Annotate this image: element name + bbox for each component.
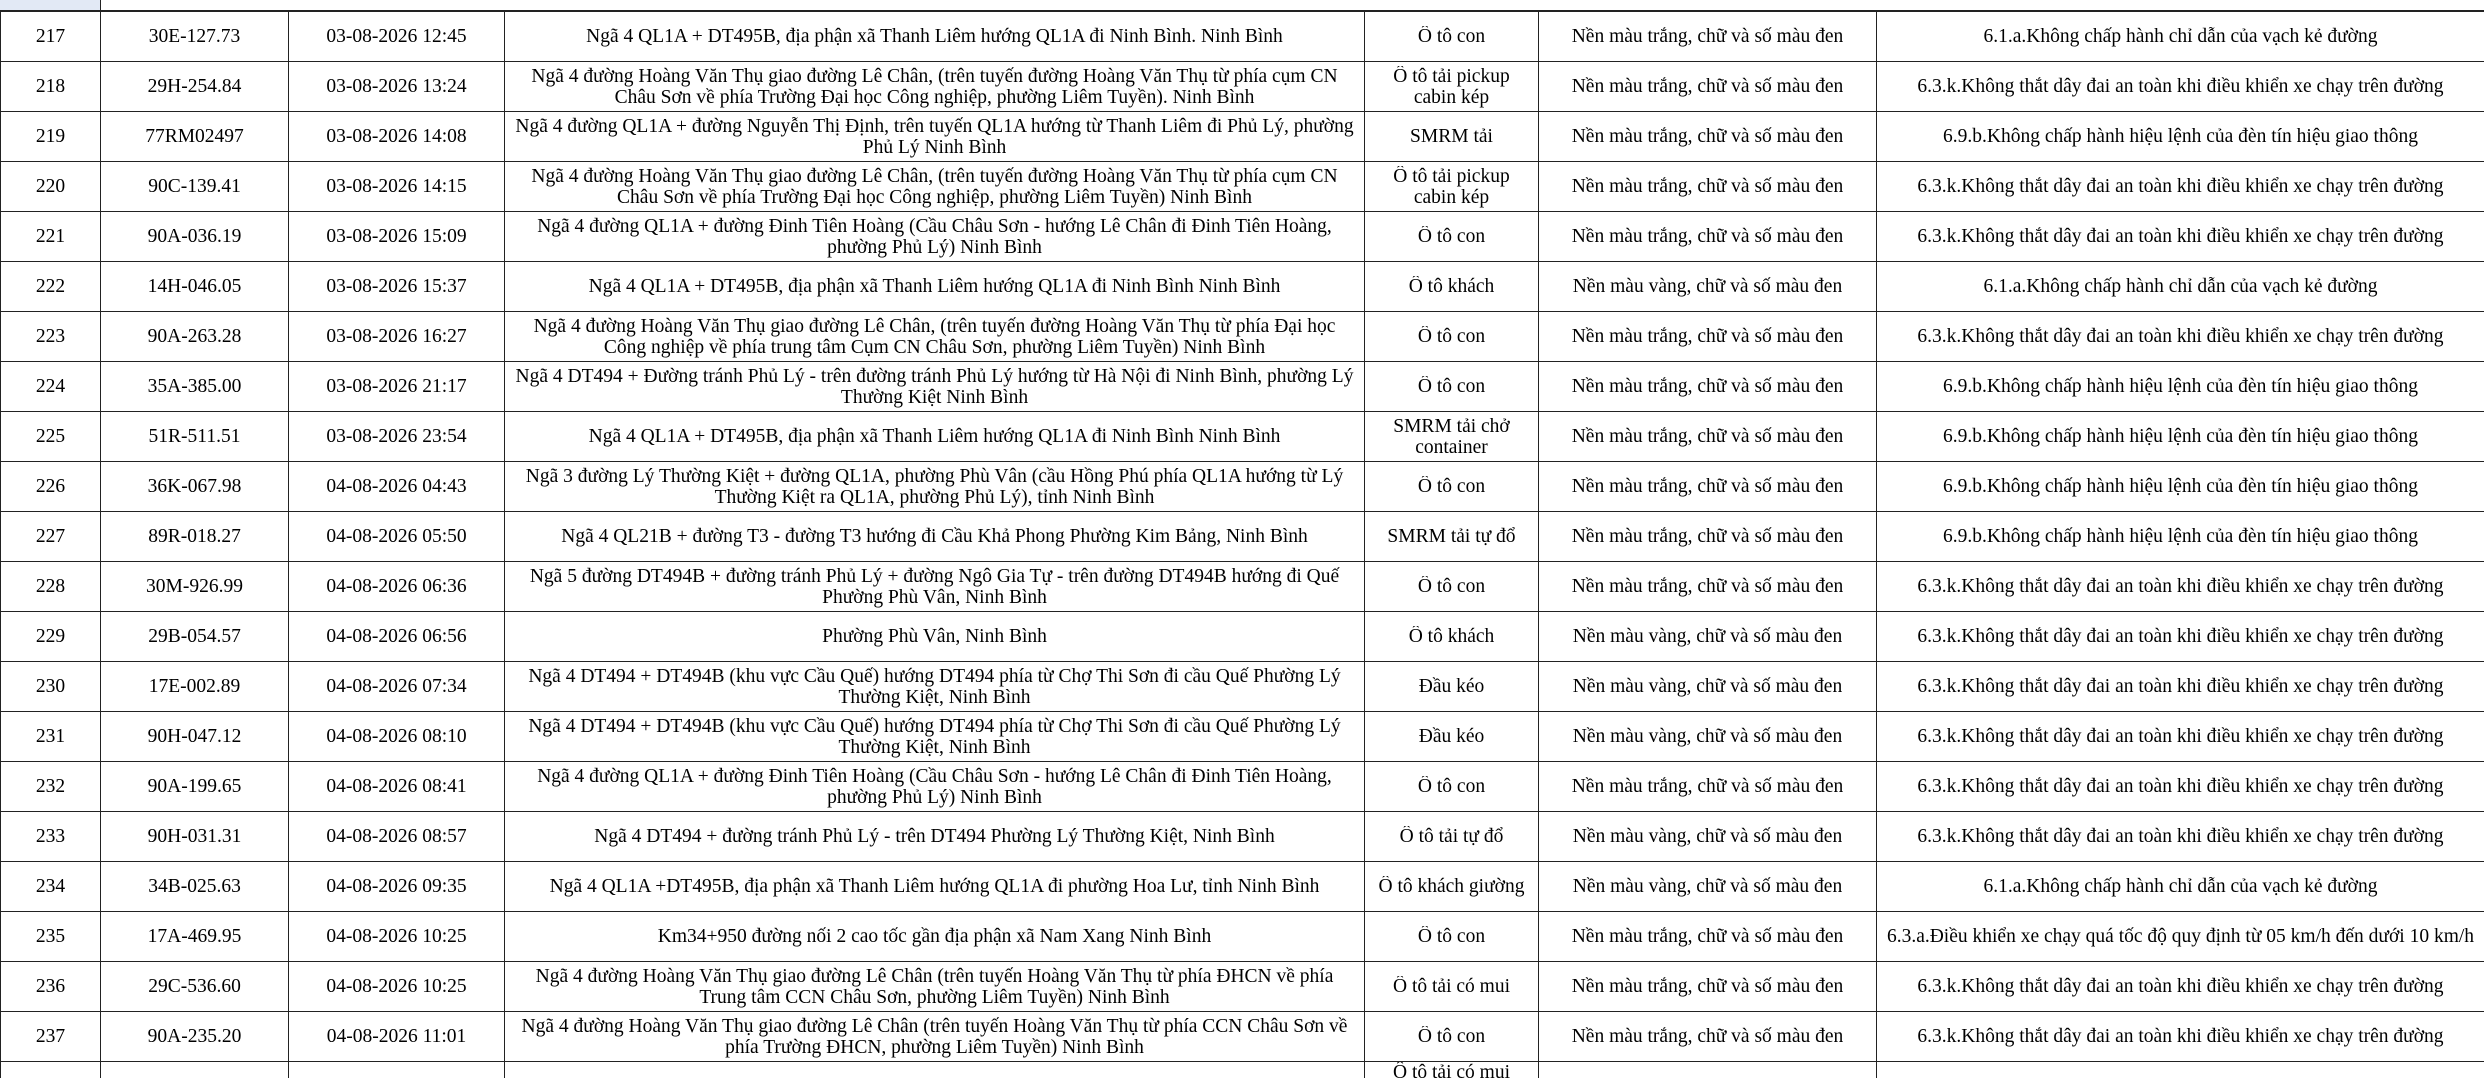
cell-stt[interactable]: 235: [1, 912, 101, 962]
cell-plate-color[interactable]: Nền màu trắng, chữ và số màu đen: [1539, 362, 1877, 412]
cell-plate-number[interactable]: 90A-235.20: [101, 1012, 289, 1062]
cell-plate-number[interactable]: 90A-199.65: [101, 762, 289, 812]
cell-violation[interactable]: 6.1.a.Không chấp hành chỉ dẫn của vạch kẻ đường: [1877, 862, 2484, 912]
vehicle-type-text: Ô tô con: [1417, 1026, 1486, 1047]
cell-vehicle-type[interactable]: [1365, 362, 1539, 412]
vehicle-type-text: Ô tô khách: [1408, 626, 1495, 647]
location-text: Ngã 4 DT494 + đường tránh Phủ Lý - trên DT494 Phường Lý Thường Kiệt, Ninh Bình: [594, 826, 1275, 847]
location-text: Ngã 4 DT494 + Đường tránh Phủ Lý - trên đường tránh Phủ Lý hướng từ Hà Nội đi Ninh Bình, phường Lý Thường Kiệt Ninh Bình: [515, 365, 1354, 408]
cell-location[interactable]: [505, 962, 1365, 1012]
cell-plate-color[interactable]: Nền màu trắng, chữ và số màu đen: [1539, 1012, 1877, 1062]
location-text: Ngã 4 QL1A + DT495B, địa phận xã Thanh Liêm hướng QL1A đi Ninh Bình. Ninh Bình: [586, 26, 1283, 47]
cell-location[interactable]: [505, 862, 1365, 912]
cell-plate-color[interactable]: Nền màu trắng, chữ và số màu đen: [1539, 412, 1877, 462]
cell-plate-number[interactable]: 89R-018.27: [101, 512, 289, 562]
cell-location[interactable]: [505, 362, 1365, 412]
table-row: [1, 712, 2484, 762]
cell-vehicle-type[interactable]: [1365, 762, 1539, 812]
table-row: [1, 762, 2484, 812]
cell-violation-time[interactable]: 03-08-2026 12:45: [289, 12, 505, 62]
cell-plate-color[interactable]: [1539, 1062, 1877, 1078]
cell-plate-color[interactable]: Nền màu trắng, chữ và số màu đen: [1539, 62, 1877, 112]
cell-plate-color[interactable]: Nền màu vàng, chữ và số màu đen: [1539, 262, 1877, 312]
cell-violation[interactable]: 6.9.b.Không chấp hành hiệu lệnh của đèn tín hiệu giao thông: [1877, 412, 2484, 462]
table-row: [1, 362, 2484, 412]
cell-location[interactable]: [505, 412, 1365, 462]
cell-vehicle-type[interactable]: [1365, 112, 1539, 162]
cell-plate-color[interactable]: Nền màu trắng, chữ và số màu đen: [1539, 212, 1877, 262]
cell-stt[interactable]: 221: [1, 212, 101, 262]
cell-plate-color[interactable]: Nền màu vàng, chữ và số màu đen: [1539, 862, 1877, 912]
table-body: [1, 12, 2484, 1078]
cell-violation-time[interactable]: 03-08-2026 23:54: [289, 412, 505, 462]
cell-stt[interactable]: 220: [1, 162, 101, 212]
cell-vehicle-type[interactable]: [1365, 562, 1539, 612]
vehicle-type-text: Ô tô con: [1417, 376, 1486, 397]
cell-plate-color[interactable]: Nền màu trắng, chữ và số màu đen: [1539, 312, 1877, 362]
cell-violation[interactable]: 6.9.b.Không chấp hành hiệu lệnh của đèn tín hiệu giao thông: [1877, 112, 2484, 162]
cell-location[interactable]: [505, 262, 1365, 312]
cell-plate-color[interactable]: Nền màu vàng, chữ và số màu đen: [1539, 812, 1877, 862]
cell-violation-time[interactable]: 03-08-2026 13:24: [289, 62, 505, 112]
cell-location[interactable]: [505, 812, 1365, 862]
cell-location[interactable]: [505, 662, 1365, 712]
cell-location[interactable]: [505, 562, 1365, 612]
cell-plate-number[interactable]: 51R-511.51: [101, 412, 289, 462]
cell-vehicle-type[interactable]: [1365, 212, 1539, 262]
location-text: Ngã 4 đường Hoàng Văn Thụ giao đường Lê Chân (trên tuyến Hoàng Văn Thụ từ phía CCN Châu Sơn về phía Trường ĐHCN, phường Liêm Tuyền) Ninh Bình: [521, 1015, 1348, 1058]
cell-plate-number[interactable]: 30M-926.99: [101, 562, 289, 612]
cell-violation[interactable]: 6.3.k.Không thắt dây đai an toàn khi điều khiển xe chạy trên đường: [1877, 612, 2484, 662]
vehicle-type-text: SMRM tải: [1410, 126, 1493, 147]
table-row: [1, 212, 2484, 262]
previous-row-strip: [0, 0, 2484, 11]
location-text: Ngã 4 đường Hoàng Văn Thụ giao đường Lê Chân, (trên tuyến đường Hoàng Văn Thụ từ phía Đại học Công nghiệp về phía trung tâm Cụm CN Châu Sơn, phường Liêm Tuyền) Ninh Bình: [533, 315, 1336, 358]
cell-location[interactable]: [505, 612, 1365, 662]
cell-stt[interactable]: 236: [1, 962, 101, 1012]
cell-location[interactable]: [505, 1062, 1365, 1078]
cell-plate-color[interactable]: Nền màu trắng, chữ và số màu đen: [1539, 562, 1877, 612]
location-text: Ngã 4 đường Hoàng Văn Thụ giao đường Lê Chân (trên tuyến Hoàng Văn Thụ từ phía ĐHCN về phía Trung tâm CCN Châu Sơn, phường Liêm Tuyền) Ninh Bình: [535, 965, 1334, 1008]
cell-violation[interactable]: 6.1.a.Không chấp hành chỉ dẫn của vạch kẻ đường: [1877, 262, 2484, 312]
table-row: [1, 812, 2484, 862]
location-text: Ngã 3 đường Lý Thường Kiệt + đường QL1A, phường Phù Vân (cầu Hồng Phú phía QL1A hướng từ Lý Thường Kiệt ra QL1A, phường Phủ Lý), tỉnh Ninh Bình: [525, 465, 1344, 508]
table-row: [1, 912, 2484, 962]
cell-vehicle-type[interactable]: [1365, 512, 1539, 562]
cell-plate-number[interactable]: 17E-002.89: [101, 662, 289, 712]
cell-stt[interactable]: 232: [1, 762, 101, 812]
violations-table: [0, 11, 2484, 1078]
cell-stt[interactable]: 223: [1, 312, 101, 362]
location-text: Phường Phù Vân, Ninh Bình: [822, 626, 1047, 647]
cell-plate-color[interactable]: Nền màu trắng, chữ và số màu đen: [1539, 512, 1877, 562]
cell-violation[interactable]: 6.3.k.Không thắt dây đai an toàn khi điều khiển xe chạy trên đường: [1877, 312, 2484, 362]
cell-violation-time[interactable]: 04-08-2026 08:57: [289, 812, 505, 862]
cell-location[interactable]: [505, 162, 1365, 212]
vehicle-type-text: Ô tô khách: [1408, 276, 1495, 297]
location-text: Ngã 4 QL21B + đường T3 - đường T3 hướng đi Cầu Khả Phong Phường Kim Bảng, Ninh Bình: [561, 526, 1308, 547]
cell-vehicle-type[interactable]: [1365, 612, 1539, 662]
cell-stt[interactable]: 222: [1, 262, 101, 312]
table-row-partial: [1, 1062, 2484, 1078]
cell-violation[interactable]: 6.3.k.Không thắt dây đai an toàn khi điều khiển xe chạy trên đường: [1877, 62, 2484, 112]
cell-violation-time[interactable]: 04-08-2026 06:36: [289, 562, 505, 612]
vehicle-type-text: Ô tô con: [1417, 576, 1486, 597]
cell-stt[interactable]: 224: [1, 362, 101, 412]
table-row: [1, 612, 2484, 662]
vehicle-type-text: Ô tô con: [1417, 26, 1486, 47]
cell-violation-time[interactable]: 04-08-2026 09:35: [289, 862, 505, 912]
cell-violation[interactable]: 6.3.k.Không thắt dây đai an toàn khi điều khiển xe chạy trên đường: [1877, 562, 2484, 612]
cell-violation-time[interactable]: 04-08-2026 08:10: [289, 712, 505, 762]
cell-location[interactable]: [505, 1012, 1365, 1062]
table-row: [1, 662, 2484, 712]
cell-violation-time[interactable]: 04-08-2026 11:01: [289, 1012, 505, 1062]
cell-vehicle-type[interactable]: [1365, 462, 1539, 512]
cell-violation[interactable]: 6.9.b.Không chấp hành hiệu lệnh của đèn tín hiệu giao thông: [1877, 362, 2484, 412]
cell-plate-number[interactable]: 90A-263.28: [101, 312, 289, 362]
vehicle-type-text: Ô tô tải có mui: [1393, 976, 1510, 997]
cell-vehicle-type[interactable]: [1365, 912, 1539, 962]
table-row: [1, 412, 2484, 462]
cell-violation-time[interactable]: 04-08-2026 10:25: [289, 912, 505, 962]
location-text: Ngã 4 đường Hoàng Văn Thụ giao đường Lê Chân, (trên tuyến đường Hoàng Văn Thụ từ phía cụm CN Châu Sơn về phía Trường Đại học Công nghiệp, phường Liêm Tuyền). Ninh Bình: [531, 65, 1338, 108]
vehicle-type-text: SMRM tải chở container: [1393, 415, 1510, 458]
table-row: [1, 312, 2484, 362]
cell-vehicle-type[interactable]: [1365, 412, 1539, 462]
cell-violation-time[interactable]: 03-08-2026 14:15: [289, 162, 505, 212]
cell-stt[interactable]: 217: [1, 12, 101, 62]
cell-stt[interactable]: 228: [1, 562, 101, 612]
table-row: [1, 562, 2484, 612]
cell-violation[interactable]: 6.3.k.Không thắt dây đai an toàn khi điều khiển xe chạy trên đường: [1877, 812, 2484, 862]
table-row: [1, 62, 2484, 112]
cell-plate-number[interactable]: 90H-047.12: [101, 712, 289, 762]
cell-location[interactable]: [505, 762, 1365, 812]
cell-plate-number[interactable]: 35A-385.00: [101, 362, 289, 412]
cell-vehicle-type[interactable]: [1365, 1012, 1539, 1062]
cell-vehicle-type[interactable]: [1365, 962, 1539, 1012]
cell-location[interactable]: [505, 912, 1365, 962]
cell-vehicle-type[interactable]: [1365, 262, 1539, 312]
cell-violation[interactable]: 6.3.k.Không thắt dây đai an toàn khi điều khiển xe chạy trên đường: [1877, 1012, 2484, 1062]
vehicle-type-text: Ô tô con: [1417, 476, 1486, 497]
vehicle-type-text: Ô tô con: [1417, 226, 1486, 247]
cell-location[interactable]: [505, 12, 1365, 62]
cell-plate-number[interactable]: 29C-536.60: [101, 962, 289, 1012]
table-row: [1, 512, 2484, 562]
table-row: [1, 862, 2484, 912]
cell-plate-color[interactable]: Nền màu trắng, chữ và số màu đen: [1539, 962, 1877, 1012]
cell-plate-color[interactable]: Nền màu trắng, chữ và số màu đen: [1539, 12, 1877, 62]
cell-plate-color[interactable]: Nền màu vàng, chữ và số màu đen: [1539, 712, 1877, 762]
cell-violation[interactable]: 6.3.k.Không thắt dây đai an toàn khi điều khiển xe chạy trên đường: [1877, 712, 2484, 762]
cell-violation-time[interactable]: 04-08-2026 04:43: [289, 462, 505, 512]
location-text: Ngã 4 đường Hoàng Văn Thụ giao đường Lê Chân, (trên tuyến đường Hoàng Văn Thụ từ phía cụm CN Châu Sơn về phía Trường Đại học Công nghiệp, phường Liêm Tuyền) Ninh Bình: [531, 165, 1338, 208]
location-text: Ngã 4 QL1A + DT495B, địa phận xã Thanh Liêm hướng QL1A đi Ninh Bình Ninh Bình: [588, 276, 1281, 297]
cell-violation-time[interactable]: 03-08-2026 14:08: [289, 112, 505, 162]
cell-stt[interactable]: [1, 1062, 101, 1078]
cell-stt[interactable]: 219: [1, 112, 101, 162]
table-row: [1, 262, 2484, 312]
cell-plate-color[interactable]: Nền màu trắng, chữ và số màu đen: [1539, 162, 1877, 212]
vehicle-type-text: Đầu kéo: [1418, 726, 1485, 747]
cell-violation[interactable]: 6.3.k.Không thắt dây đai an toàn khi điều khiển xe chạy trên đường: [1877, 162, 2484, 212]
cell-vehicle-type[interactable]: [1365, 62, 1539, 112]
cell-location[interactable]: [505, 312, 1365, 362]
cell-stt[interactable]: 234: [1, 862, 101, 912]
cell-plate-color[interactable]: Nền màu vàng, chữ và số màu đen: [1539, 662, 1877, 712]
cell-stt[interactable]: 225: [1, 412, 101, 462]
cell-plate-color[interactable]: Nền màu trắng, chữ và số màu đen: [1539, 912, 1877, 962]
cell-violation-time[interactable]: 04-08-2026 10:25: [289, 962, 505, 1012]
cell-stt[interactable]: 229: [1, 612, 101, 662]
cell-location[interactable]: [505, 512, 1365, 562]
cell-location[interactable]: [505, 112, 1365, 162]
vehicle-type-text: Ô tô tải pickup cabin kép: [1393, 65, 1510, 108]
cell-vehicle-type[interactable]: [1365, 862, 1539, 912]
vehicle-type-text: Ô tô tải tự đổ: [1399, 826, 1504, 847]
cell-plate-number[interactable]: 90C-139.41: [101, 162, 289, 212]
cell-vehicle-type[interactable]: [1365, 812, 1539, 862]
cell-violation[interactable]: 6.3.a.Điều khiển xe chạy quá tốc độ quy định từ 05 km/h đến dưới 10 km/h: [1877, 912, 2484, 962]
location-text: Ngã 4 QL1A + DT495B, địa phận xã Thanh Liêm hướng QL1A đi Ninh Bình Ninh Bình: [588, 426, 1281, 447]
cell-vehicle-type[interactable]: [1365, 662, 1539, 712]
cell-plate-number[interactable]: 90H-031.31: [101, 812, 289, 862]
vehicle-type-text: Ô tô con: [1417, 776, 1486, 797]
cell-violation[interactable]: 6.9.b.Không chấp hành hiệu lệnh của đèn tín hiệu giao thông: [1877, 512, 2484, 562]
cell-stt[interactable]: 233: [1, 812, 101, 862]
cell-plate-number[interactable]: 90A-036.19: [101, 212, 289, 262]
cell-violation-time[interactable]: 04-08-2026 07:34: [289, 662, 505, 712]
vehicle-type-text: Ô tô tải pickup cabin kép: [1393, 165, 1510, 208]
cell-plate-color[interactable]: Nền màu trắng, chữ và số màu đen: [1539, 112, 1877, 162]
cell-vehicle-type[interactable]: [1365, 712, 1539, 762]
cell-stt[interactable]: 231: [1, 712, 101, 762]
cell-stt[interactable]: 230: [1, 662, 101, 712]
cell-stt[interactable]: 218: [1, 62, 101, 112]
table-row: [1, 162, 2484, 212]
vehicle-type-text: Ô tô con: [1417, 326, 1486, 347]
cell-violation[interactable]: 6.3.k.Không thắt dây đai an toàn khi điều khiển xe chạy trên đường: [1877, 962, 2484, 1012]
cell-violation[interactable]: 6.1.a.Không chấp hành chỉ dẫn của vạch kẻ đường: [1877, 12, 2484, 62]
location-text: Ngã 4 QL1A +DT495B, địa phận xã Thanh Liêm hướng QL1A đi phường Hoa Lư, tỉnh Ninh Bình: [549, 876, 1320, 897]
location-text: Ngã 4 DT494 + DT494B (khu vực Cầu Quế) hướng DT494 phía từ Chợ Thi Sơn đi cầu Quế Phường Lý Thường Kiệt, Ninh Bình: [528, 715, 1341, 758]
cell-stt[interactable]: 237: [1, 1012, 101, 1062]
cell-location[interactable]: [505, 712, 1365, 762]
location-text: Ngã 4 đường QL1A + đường Đinh Tiên Hoàng (Cầu Châu Sơn - hướng Lê Chân đi Đinh Tiên Hoàng, phường Phủ Lý) Ninh Bình: [537, 765, 1332, 808]
location-text: Km34+950 đường nối 2 cao tốc gần địa phận xã Nam Xang Ninh Bình: [657, 926, 1212, 947]
table-row: [1, 962, 2484, 1012]
cell-violation[interactable]: 6.3.k.Không thắt dây đai an toàn khi điều khiển xe chạy trên đường: [1877, 662, 2484, 712]
cell-stt[interactable]: 226: [1, 462, 101, 512]
cell-location[interactable]: [505, 462, 1365, 512]
cell-plate-color[interactable]: Nền màu trắng, chữ và số màu đen: [1539, 762, 1877, 812]
cell-violation-time[interactable]: [289, 1062, 505, 1078]
cell-violation-time[interactable]: 04-08-2026 08:41: [289, 762, 505, 812]
cell-violation[interactable]: 6.3.k.Không thắt dây đai an toàn khi điều khiển xe chạy trên đường: [1877, 212, 2484, 262]
vehicle-type-text: SMRM tải tự đổ: [1387, 526, 1516, 547]
cell-plate-number[interactable]: 36K-067.98: [101, 462, 289, 512]
cell-violation[interactable]: 6.9.b.Không chấp hành hiệu lệnh của đèn tín hiệu giao thông: [1877, 462, 2484, 512]
cell-violation[interactable]: [1877, 1062, 2484, 1078]
cell-violation-time[interactable]: 03-08-2026 21:17: [289, 362, 505, 412]
table-row: [1, 112, 2484, 162]
cell-plate-number[interactable]: 30E-127.73: [101, 12, 289, 62]
cell-violation-time[interactable]: 04-08-2026 05:50: [289, 512, 505, 562]
location-text: Ngã 5 đường DT494B + đường tránh Phủ Lý + đường Ngô Gia Tự - trên đường DT494B hướng đi Quế Phường Phù Vân, Ninh Bình: [529, 565, 1340, 608]
vehicle-type-text: Ô tô con: [1417, 926, 1486, 947]
cell-violation[interactable]: 6.3.k.Không thắt dây đai an toàn khi điều khiển xe chạy trên đường: [1877, 762, 2484, 812]
cell-plate-number[interactable]: 77RM02497: [101, 112, 289, 162]
cell-vehicle-type[interactable]: [1365, 12, 1539, 62]
cell-plate-number[interactable]: 17A-469.95: [101, 912, 289, 962]
cell-vehicle-type[interactable]: Ô tô tải có mui: [1365, 1062, 1539, 1078]
cell-plate-number[interactable]: 29H-254.84: [101, 62, 289, 112]
table-row: [1, 12, 2484, 62]
location-text: Ngã 4 đường QL1A + đường Nguyễn Thị Định, trên tuyến QL1A hướng từ Thanh Liêm đi Phủ Lý, phường Phủ Lý Ninh Bình: [515, 115, 1354, 158]
cell-location[interactable]: [505, 212, 1365, 262]
vehicle-type-text: Ô tô khách giường: [1378, 876, 1525, 897]
vehicle-type-text: Đầu kéo: [1418, 676, 1485, 697]
cell-location[interactable]: [505, 62, 1365, 112]
cell-vehicle-type[interactable]: [1365, 162, 1539, 212]
cell-plate-number[interactable]: 34B-025.63: [101, 862, 289, 912]
cell-violation-time[interactable]: 03-08-2026 16:27: [289, 312, 505, 362]
cell-plate-color[interactable]: Nền màu vàng, chữ và số màu đen: [1539, 612, 1877, 662]
cell-plate-number[interactable]: 29B-054.57: [101, 612, 289, 662]
cell-plate-color[interactable]: Nền màu trắng, chữ và số màu đen: [1539, 462, 1877, 512]
location-text: Ngã 4 đường QL1A + đường Đinh Tiên Hoàng (Cầu Châu Sơn - hướng Lê Chân đi Đinh Tiên Hoàng, phường Phủ Lý) Ninh Bình: [537, 215, 1332, 258]
table-row: [1, 462, 2484, 512]
cell-plate-number[interactable]: [101, 1062, 289, 1078]
cell-vehicle-type[interactable]: [1365, 312, 1539, 362]
table-row: [1, 1012, 2484, 1062]
cell-violation-time[interactable]: 03-08-2026 15:09: [289, 212, 505, 262]
cell-plate-number[interactable]: 14H-046.05: [101, 262, 289, 312]
cell-violation-time[interactable]: 04-08-2026 06:56: [289, 612, 505, 662]
cell-stt[interactable]: 227: [1, 512, 101, 562]
cell-violation-time[interactable]: 03-08-2026 15:37: [289, 262, 505, 312]
selected-cell-highlight[interactable]: [0, 0, 101, 10]
location-text: Ngã 4 DT494 + DT494B (khu vực Cầu Quế) hướng DT494 phía từ Chợ Thi Sơn đi cầu Quế Phường Lý Thường Kiệt, Ninh Bình: [528, 665, 1341, 708]
